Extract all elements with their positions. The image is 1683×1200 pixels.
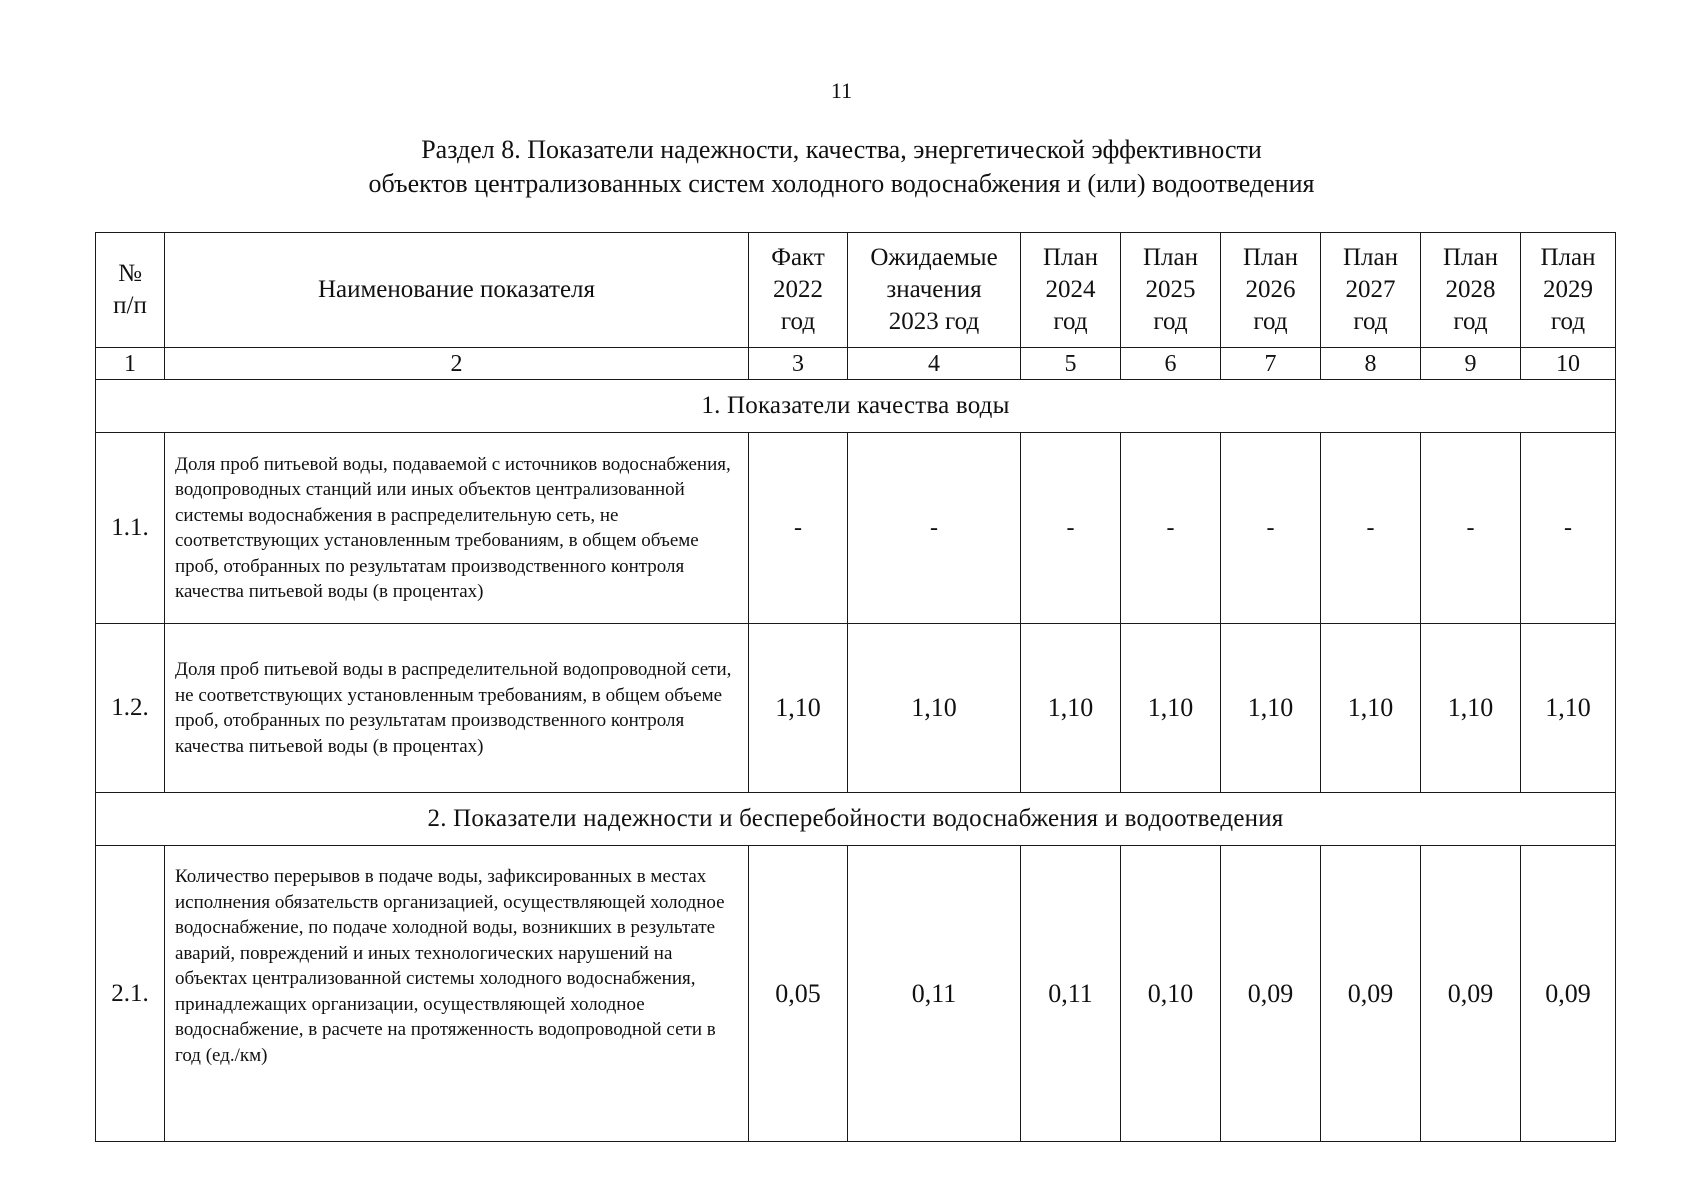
header-text: 2023 год [888, 308, 980, 335]
header-text: 2024 [1045, 276, 1096, 303]
header-cell-name [165, 233, 749, 348]
header-text: 2022 [773, 276, 823, 303]
indicator-name: Доля проб питьевой воды в распределительной водопроводной сети, не соответствующих установленным требованиям, в общем объеме проб, отобранных по результатам производственного контроля качества питьевой воды (в процентах) [165, 624, 749, 793]
header-cell-plan-2024 [1021, 233, 1121, 348]
document-heading [0, 133, 1683, 201]
value-cell: - [1421, 433, 1521, 624]
header-text: План [1442, 244, 1498, 271]
header-text: значения [886, 276, 982, 303]
column-number-cell: 2 [165, 348, 749, 380]
header-text: № [118, 260, 142, 287]
value-cell: 0,09 [1421, 846, 1521, 1142]
indicator-number: 2.1. [96, 846, 165, 1142]
value-cell: 1,10 [749, 624, 848, 793]
header-text: год [1353, 308, 1388, 335]
value-cell: - [1521, 433, 1616, 624]
header-cell-plan-2026 [1221, 233, 1321, 348]
header-cell-plan-2028 [1421, 233, 1521, 348]
heading-line-1: Раздел 8. Показатели надежности, качества, энергетической эффективности [421, 135, 1262, 164]
value-cell: 1,10 [1121, 624, 1221, 793]
header-text: Наименование показателя [317, 276, 596, 303]
header-cell-plan-2029 [1521, 233, 1616, 348]
header-text: План [1142, 244, 1198, 271]
value-cell: - [749, 433, 848, 624]
indicator-number: 1.2. [96, 624, 165, 793]
value-cell: 0,11 [848, 846, 1021, 1142]
column-number-cell: 5 [1021, 348, 1121, 380]
header-text: Ожидаемые [870, 244, 998, 271]
indicator-name: Доля проб питьевой воды, подаваемой с источников водоснабжения, водопроводных станций или иных объектов централизованной системы водоснабжения в распределительную сеть, не соответствующих установленным требованиям, в общем объеме проб, отобранных по результатам производственного контроля качества питьевой воды (в процентах) [165, 433, 749, 624]
value-cell: 0,11 [1021, 846, 1121, 1142]
header-row [96, 233, 1616, 348]
header-text: 2025 [1145, 276, 1196, 303]
value-cell: 1,10 [1021, 624, 1121, 793]
column-number-cell: 9 [1421, 348, 1521, 380]
table-row [96, 846, 1616, 1142]
header-text: год [1153, 308, 1188, 335]
header-cell-expected-2023 [848, 233, 1021, 348]
value-cell: 0,09 [1221, 846, 1321, 1142]
column-number-cell: 6 [1121, 348, 1221, 380]
value-cell: - [1321, 433, 1421, 624]
value-cell: 0,09 [1521, 846, 1616, 1142]
section-header-row [96, 380, 1616, 433]
heading-line-2: объектов централизованных систем холодного водоснабжения и (или) водоотведения [368, 169, 1315, 198]
header-text: План [1342, 244, 1398, 271]
header-cell-fact-2022 [749, 233, 848, 348]
value-cell: 1,10 [1321, 624, 1421, 793]
value-cell: 1,10 [1521, 624, 1616, 793]
header-cell-plan-2027 [1321, 233, 1421, 348]
column-number-cell: 10 [1521, 348, 1616, 380]
indicators-table [95, 232, 1616, 1142]
header-text: год [1550, 308, 1586, 335]
header-text: п/п [113, 292, 147, 319]
section-header-row [96, 793, 1616, 846]
column-number-cell: 7 [1221, 348, 1321, 380]
column-number-cell: 1 [96, 348, 165, 380]
value-cell: 0,10 [1121, 846, 1221, 1142]
section-title: 1. Показатели качества воды [96, 380, 1616, 433]
table-row [96, 433, 1616, 624]
column-number-cell: 4 [848, 348, 1021, 380]
indicator-name: Количество перерывов в подаче воды, зафиксированных в местах исполнения обязательств организацией, осуществляющей холодное водоснабжение, по подаче холодной воды, возникших в результате аварий, повреждений и иных технологических нарушений на объектах централизованной системы холодного водоснабжения, принадлежащих организации, осуществляющей холодное водоснабжение, в расчете на протяженность водопроводной сети в год (ед./км) [165, 846, 749, 1142]
header-text: План [1540, 244, 1596, 271]
value-cell: - [848, 433, 1021, 624]
value-cell: - [1121, 433, 1221, 624]
page-number: 11 [830, 78, 853, 103]
table-row [96, 624, 1616, 793]
header-text: 2029 [1543, 276, 1593, 303]
header-cell-num [96, 233, 165, 348]
header-text: План [1242, 244, 1298, 271]
header-text: год [1053, 308, 1088, 335]
header-text: 2026 [1245, 276, 1296, 303]
indicator-number: 1.1. [96, 433, 165, 624]
header-text: 2027 [1345, 276, 1396, 303]
value-cell: - [1221, 433, 1321, 624]
column-number-cell: 8 [1321, 348, 1421, 380]
value-cell: 0,05 [749, 846, 848, 1142]
header-cell-plan-2025 [1121, 233, 1221, 348]
column-number-row [96, 348, 1616, 380]
value-cell: 0,09 [1321, 846, 1421, 1142]
section-title: 2. Показатели надежности и бесперебойности водоснабжения и водоотведения [96, 793, 1616, 846]
value-cell: - [1021, 433, 1121, 624]
column-number-cell: 3 [749, 348, 848, 380]
header-text: 2028 [1445, 276, 1496, 303]
header-text: год [1253, 308, 1288, 335]
value-cell: 1,10 [848, 624, 1021, 793]
header-text: год [1453, 308, 1488, 335]
header-text: год [780, 308, 816, 335]
header-text: План [1042, 244, 1098, 271]
header-text: Факт [771, 244, 825, 271]
value-cell: 1,10 [1221, 624, 1321, 793]
value-cell: 1,10 [1421, 624, 1521, 793]
